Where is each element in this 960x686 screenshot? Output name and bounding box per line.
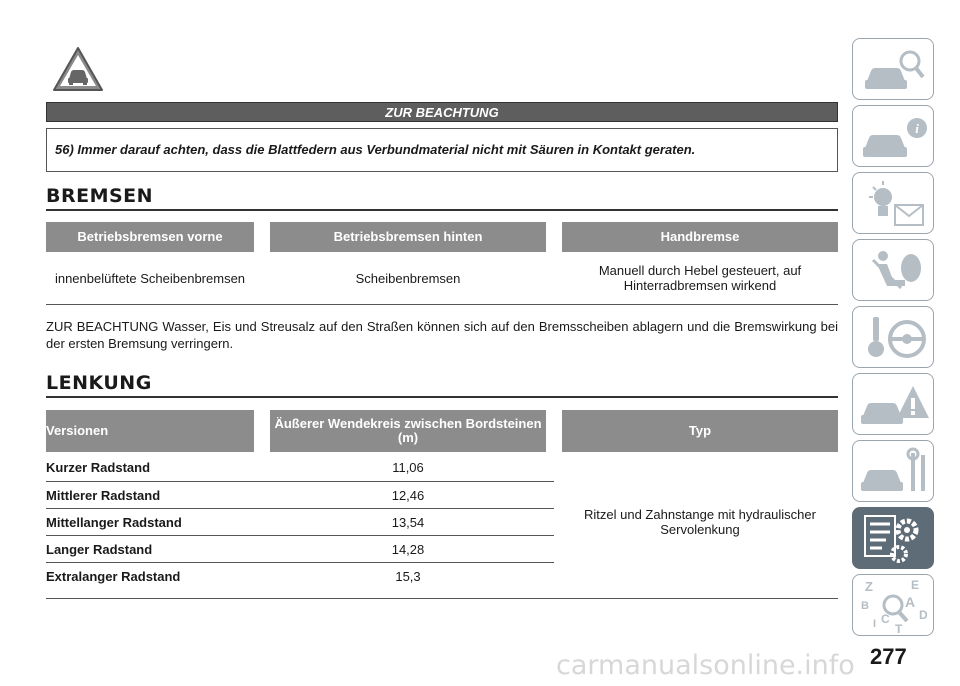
- alphabet-letter: T: [895, 622, 903, 636]
- tab-specs[interactable]: [852, 507, 934, 569]
- tab-car-tools[interactable]: [852, 440, 934, 502]
- car-search-icon: [853, 39, 935, 101]
- steering-value-cell: 13,54: [391, 515, 425, 530]
- steering-version-cell: Mittlerer Radstand: [46, 488, 161, 503]
- alphabet-letter: A: [905, 594, 916, 610]
- lenkung-header-row: [46, 410, 838, 452]
- alphabet-letter: E: [911, 578, 920, 592]
- tab-key-steering[interactable]: [852, 306, 934, 368]
- steering-value-cell: 15,3: [395, 569, 421, 584]
- steering-version-cell: Kurzer Radstand: [46, 460, 151, 475]
- specs-gear-icon: [853, 508, 935, 570]
- bremsen-header-hand: Handbremse: [562, 222, 838, 252]
- lenkung-title: LENKUNG: [46, 372, 838, 398]
- bremsen-title: BREMSEN: [46, 185, 838, 211]
- bremsen-cell-rear: Scheibenbremsen: [355, 270, 461, 286]
- seat-airbag-icon: [853, 240, 935, 302]
- warning-lights-icon: [853, 173, 935, 235]
- alphabet-letter: I: [873, 618, 877, 630]
- lenkung-bottom-line: [46, 598, 838, 599]
- car-info-icon: [853, 106, 935, 168]
- bremsen-bottom-line: [46, 304, 838, 305]
- steering-value-cell: 12,46: [391, 488, 425, 503]
- alphabet-letter: Z: [865, 579, 873, 594]
- bremsen-cell-front: innenbelüftete Scheibenbremsen: [54, 270, 246, 286]
- tab-car-search[interactable]: [852, 38, 934, 100]
- lenkung-header-turning-circle: Äußerer Wendekreis zwischen Bordsteinen (m): [270, 410, 546, 452]
- alphabet-letter: C: [881, 612, 890, 626]
- steering-version-cell: Langer Radstand: [46, 542, 153, 557]
- tab-car-warning[interactable]: [852, 373, 934, 435]
- bremsen-cell-hand: Manuell durch Hebel gesteuert, auf Hinterradbremsen wirkend: [598, 263, 802, 293]
- tab-seat-airbag[interactable]: [852, 239, 934, 301]
- steering-type-cell: Ritzel und Zahnstange mit hydraulischer Servolenkung: [584, 507, 816, 537]
- warning-car-icon: [52, 46, 104, 94]
- alphabet-letter: D: [919, 608, 928, 622]
- tab-car-info[interactable]: [852, 105, 934, 167]
- lenkung-header-type: Typ: [562, 410, 838, 452]
- steering-value-cell: 14,28: [391, 542, 425, 557]
- page-number: 277: [870, 644, 907, 669]
- tab-alphabet-index[interactable]: [852, 574, 934, 636]
- bremsen-header-row: [46, 222, 838, 252]
- alphabet-letter: B: [861, 600, 869, 612]
- note-text: 56) Immer darauf achten, dass die Blattfedern aus Verbundmaterial nicht mit Säuren in Kontakt geraten.: [46, 128, 838, 172]
- bremsen-header-front: Betriebsbremsen vorne: [46, 222, 254, 252]
- steering-version-cell: Extralanger Radstand: [46, 569, 181, 584]
- svg-text:i: i: [915, 121, 919, 136]
- steering-version-cell: Mittellanger Radstand: [46, 515, 182, 530]
- bremsen-header-rear: Betriebsbremsen hinten: [270, 222, 546, 252]
- note-header: ZUR BEACHTUNG: [46, 102, 838, 122]
- lenkung-table: [46, 410, 838, 600]
- bremsen-info-text: ZUR BEACHTUNG Wasser, Eis und Streusalz auf den Straßen können sich auf den Bremsscheiben ablagern und die Bremswirkung bei der ersten Bremsung verringern.: [46, 319, 838, 351]
- bremsen-table: [46, 222, 838, 306]
- alphabet-index-icon: [853, 575, 935, 637]
- watermark: carmanualsonline.info: [556, 650, 855, 681]
- car-tools-icon: [853, 441, 935, 503]
- lenkung-header-versions: Versionen: [46, 410, 254, 452]
- steering-value-cell: 11,06: [392, 460, 424, 475]
- car-warning-icon: [853, 374, 935, 436]
- tab-warning-lights[interactable]: [852, 172, 934, 234]
- key-steering-icon: [853, 307, 935, 369]
